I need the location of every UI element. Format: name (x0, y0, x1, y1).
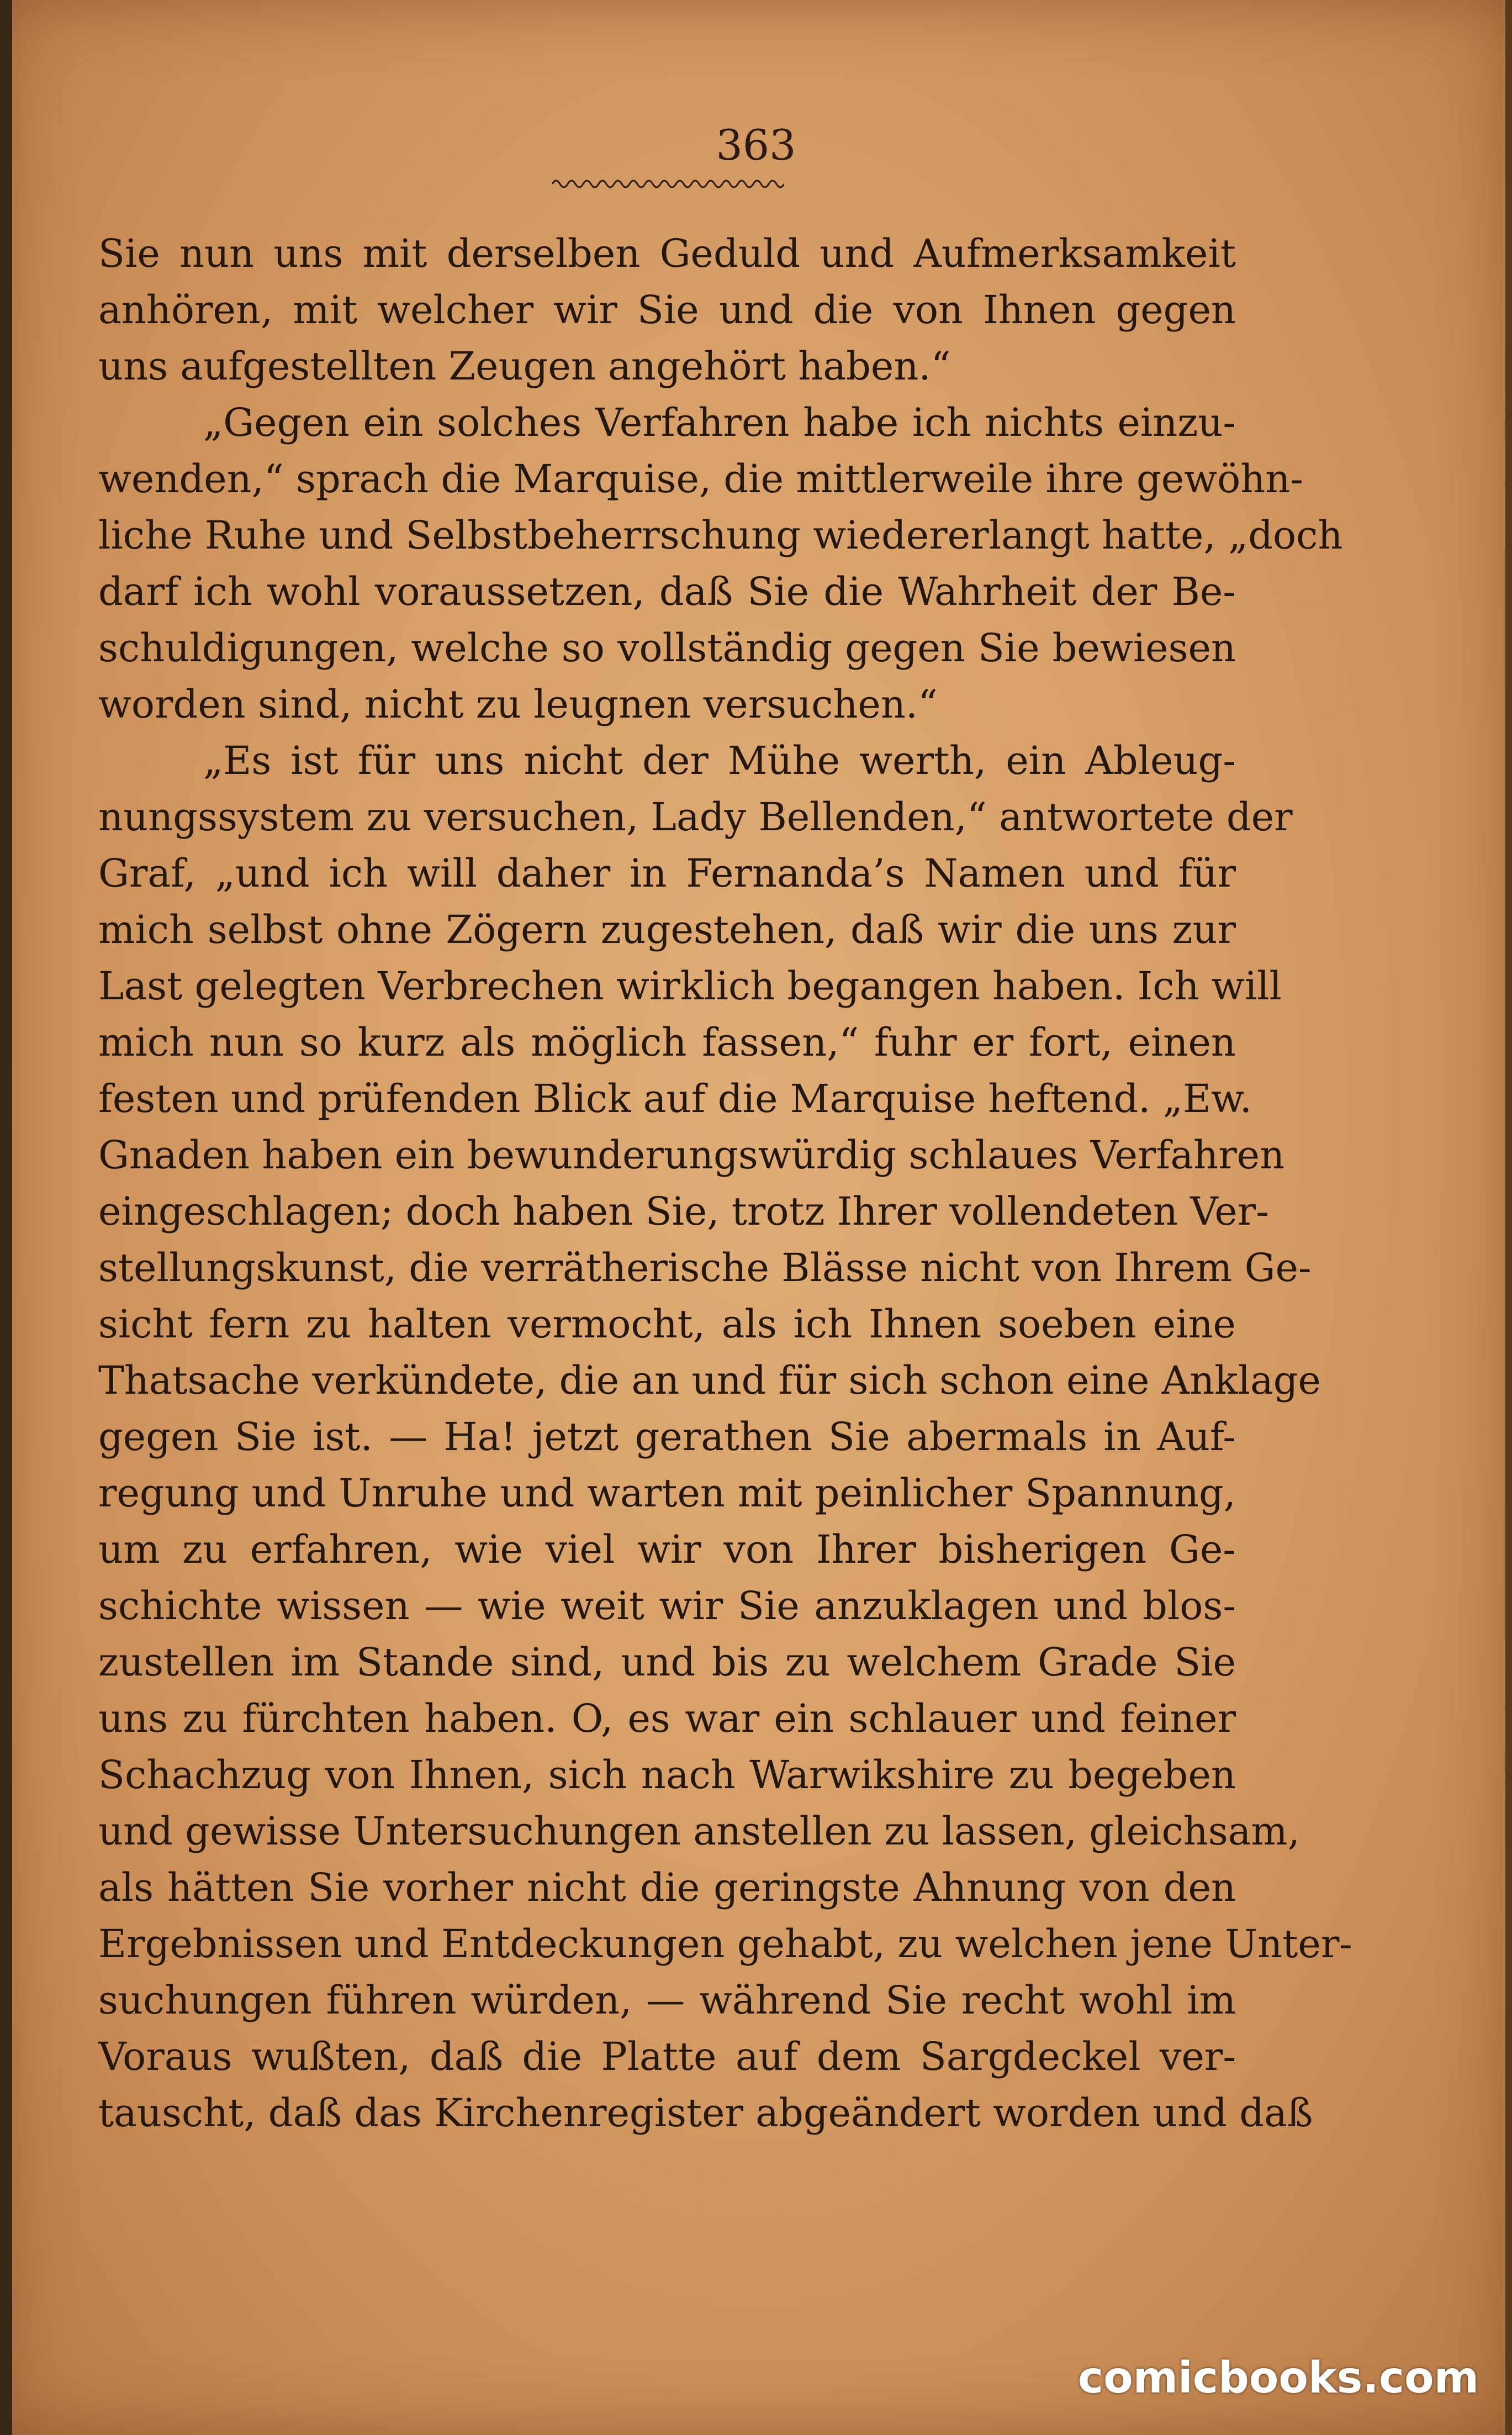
text-line: und gewisse Untersuchungen anstellen zu lassen, gleichsam, (98, 1809, 1300, 1854)
text-line: Graf, „und ich will daher in Fernanda’s Namen und für (98, 851, 1236, 896)
text-line: liche Ruhe und Selbstbeherrschung wiedererlangt hatte, „doch (98, 513, 1343, 558)
page-right-edge (1505, 0, 1512, 2435)
text-line: wenden,“ sprach die Marquise, die mittlerweile ihre gewöhn- (98, 456, 1304, 502)
text-line: tauscht, daß das Kirchenregister abgeändert worden und daß (98, 2090, 1313, 2136)
text-line: zustellen im Stande sind, und bis zu welchem Grade Sie (98, 1640, 1236, 1685)
text-line: anhören, mit welcher wir Sie und die von Ihnen gegen (98, 287, 1236, 333)
text-line: um zu erfahren, wie viel wir von Ihrer bisherigen Ge- (98, 1527, 1236, 1572)
text-line: Sie nun uns mit derselben Geduld und Aufmerksamkeit (98, 231, 1236, 276)
watermark: comicbooks.com (1077, 2353, 1479, 2403)
text-line: mich nun so kurz als möglich fassen,“ fuhr er fort, einen (98, 1020, 1236, 1065)
text-line: Last gelegten Verbrechen wirklich begangen haben. Ich will (98, 963, 1282, 1009)
wavy-rule-ornament (552, 176, 784, 192)
text-line: mich selbst ohne Zögern zugestehen, daß wir die uns zur (98, 907, 1236, 952)
text-line: Thatsache verkündete, die an und für sich schon eine Anklage (98, 1358, 1321, 1403)
text-line: sicht fern zu halten vermocht, als ich Ihnen soeben eine (98, 1301, 1236, 1347)
text-line: uns zu fürchten haben. O, es war ein schlauer und feiner (98, 1696, 1236, 1741)
page-left-edge (0, 0, 12, 2435)
text-line: worden sind, nicht zu leugnen versuchen.“ (98, 682, 938, 727)
text-line: als hätten Sie vorher nicht die geringste Ahnung von den (98, 1865, 1236, 1910)
text-line: festen und prüfenden Blick auf die Marquise heftend. „Ew. (98, 1076, 1252, 1121)
page-number: 363 (716, 120, 796, 170)
text-line: Schachzug von Ihnen, sich nach Warwikshire zu begeben (98, 1752, 1236, 1798)
text-line: Ergebnissen und Entdeckungen gehabt, zu welchen jene Unter- (98, 1921, 1352, 1967)
text-line: eingeschlagen; doch haben Sie, trotz Ihrer vollendeten Ver- (98, 1189, 1269, 1234)
text-line: Voraus wußten, daß die Platte auf dem Sargdeckel ver- (98, 2034, 1236, 2079)
text-line: schuldigungen, welche so vollständig gegen Sie bewiesen (98, 625, 1236, 671)
text-line: schichte wissen — wie weit wir Sie anzuklagen und blos- (98, 1583, 1236, 1628)
text-line: darf ich wohl voraussetzen, daß Sie die Wahrheit der Be- (98, 569, 1236, 614)
text-line: gegen Sie ist. — Ha! jetzt gerathen Sie abermals in Auf- (98, 1414, 1236, 1459)
text-line: uns aufgestellten Zeugen angehört haben.“ (98, 344, 951, 389)
text-line: nungssystem zu versuchen, Lady Bellenden,“ antwortete der (98, 794, 1293, 840)
text-line: suchungen führen würden, — während Sie recht wohl im (98, 1978, 1236, 2023)
text-line: stellungskunst, die verrätherische Blässe nicht von Ihrem Ge- (98, 1245, 1312, 1290)
body-text (98, 225, 1352, 2141)
text-line: Gnaden haben ein bewunderungswürdig schlaues Verfahren (98, 1132, 1285, 1178)
text-line: regung und Unruhe und warten mit peinlicher Spannung, (98, 1471, 1236, 1516)
text-line: „Es ist für uns nicht der Mühe werth, ein Ableug- (203, 738, 1236, 783)
text-line: „Gegen ein solches Verfahren habe ich nichts einzu- (203, 400, 1236, 445)
